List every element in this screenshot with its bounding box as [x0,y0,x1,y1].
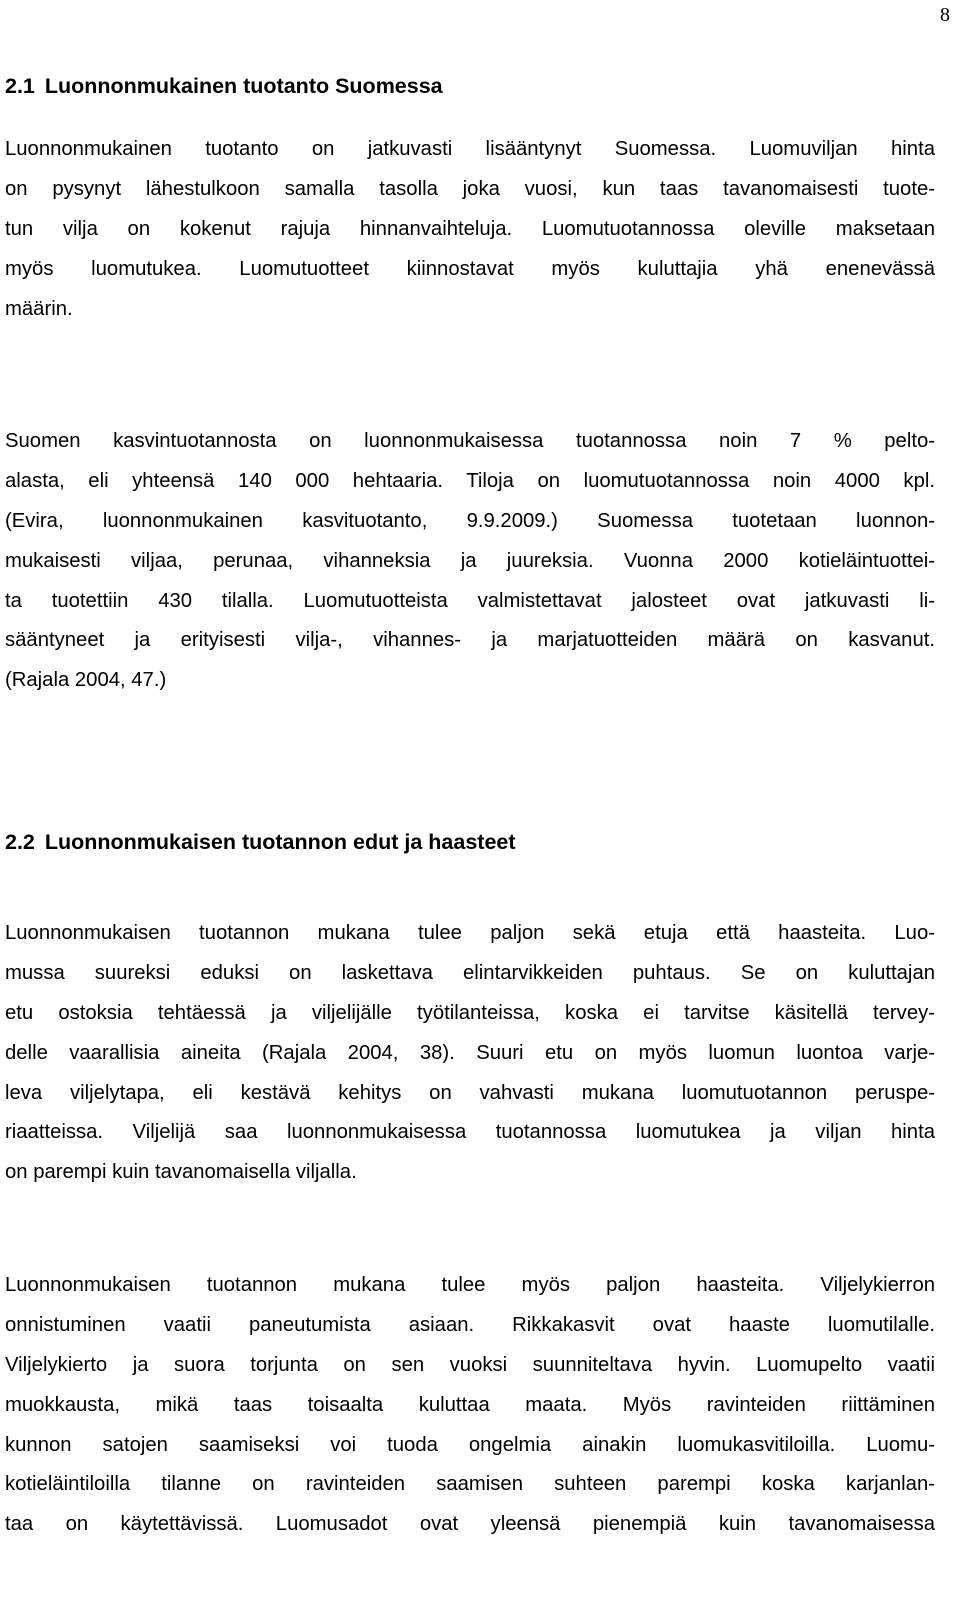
text-line: Suomen kasvintuotannosta on luonnonmukaisessa tuotannossa noin 7 % pelto- [5,430,935,452]
text-line: Luonnonmukaisen tuotannon mukana tulee paljon sekä etuja että haasteita. Luo- [5,922,935,944]
text-line: riaatteissa. Viljelijä saa luonnonmukaisessa tuotannossa luomutukea ja viljan hinta [5,1121,935,1144]
text-line: Luonnonmukainen tuotanto on jatkuvasti lisääntynyt Suomessa. Luomuviljan hinta [5,138,935,160]
paragraph-production-growth [5,130,935,329]
text-line: tun vilja on kokenut rajuja hinnanvaihteluja. Luomutuotannossa oleville maksetaan [5,217,935,240]
paragraph-benefits [5,914,935,1193]
paragraph-crop-statistics [5,422,935,701]
section-heading-2-2 [5,830,516,855]
text-line: delle vaarallisia aineita (Rajala 2004, 38). Suuri etu on myös luomun luontoa varje- [5,1041,935,1064]
text-line: taa on käytettävissä. Luomusadot ovat yleensä pienempiä kuin tavanomaisessa [5,1513,935,1536]
text-line: leva viljelytapa, eli kestävä kehitys on vahvasti mukana luomutuotannon peruspe- [5,1081,935,1104]
section-title: Luonnonmukainen tuotanto Suomessa [44,74,443,98]
section-number: 2.2 [5,830,35,854]
text-line: sääntyneet ja erityisesti vilja-, vihannes- ja marjatuotteiden määrä on kasvanut. [5,629,935,652]
paragraph-challenges [5,1266,935,1545]
text-line: kunnon satojen saamiseksi voi tuoda ongelmia ainakin luomukasvitiloilla. Luomu- [5,1433,935,1456]
text-line: on pysynyt lähestulkoon samalla tasolla joka vuosi, kun taas tavanomaisesti tuote- [5,177,935,200]
text-line: myös luomutukea. Luomutuotteet kiinnostavat myös kuluttajia yhä enenevässä [5,257,935,280]
text-line: kotieläintiloilla tilanne on ravinteiden saamisen suhteen parempi koska karjanlan- [5,1473,935,1496]
page-number: 8 [940,4,950,26]
section-title: Luonnonmukaisen tuotannon edut ja haasteet [44,830,516,854]
text-line: on parempi kuin tavanomaisella viljalla. [5,1161,357,1184]
text-line: onnistuminen vaatii paneutumista asiaan. Rikkakasvit ovat haaste luomutilalle. [5,1313,935,1336]
text-line: (Evira, luonnonmukainen kasvituotanto, 9.9.2009.) Suomessa tuotetaan luonnon- [5,509,935,532]
text-line: ta tuotettiin 430 tilalla. Luomutuotteista valmistettavat jalosteet ovat jatkuvasti li- [5,589,935,612]
text-line: mussa suureksi eduksi on laskettava elintarvikkeiden puhtaus. Se on kuluttajan [5,961,935,984]
section-heading-2-1 [5,74,443,99]
text-line: muokkausta, mikä taas toisaalta kuluttaa maata. Myös ravinteiden riittäminen [5,1393,935,1416]
text-line: etu ostoksia tehtäessä ja viljelijälle työtilanteissa, koska ei tarvitse käsitellä tervey- [5,1001,935,1024]
text-line: Viljelykierto ja suora torjunta on sen vuoksi suunniteltava hyvin. Luomupelto vaatii [5,1353,935,1376]
section-number: 2.1 [5,74,35,98]
text-line: (Rajala 2004, 47.) [5,669,167,692]
text-line: mukaisesti viljaa, perunaa, vihanneksia ja juureksia. Vuonna 2000 kotieläintuottei- [5,549,935,572]
text-line: Luonnonmukaisen tuotannon mukana tulee myös paljon haasteita. Viljelykierron [5,1274,935,1296]
text-line: määrin. [5,297,73,320]
text-line: alasta, eli yhteensä 140 000 hehtaaria. Tiloja on luomutuotannossa noin 4000 kpl. [5,469,935,492]
